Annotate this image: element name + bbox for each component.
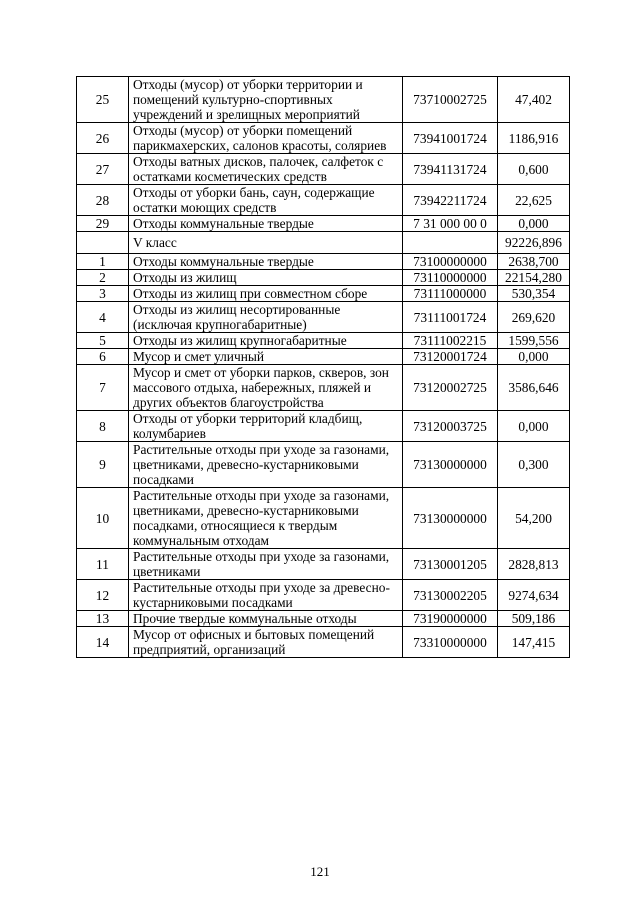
waste-amount: 147,415 <box>498 627 570 658</box>
row-number: 28 <box>77 185 129 216</box>
waste-name: Растительные отходы при уходе за газонами, цветниками, древесно-кустарниковыми посадками <box>129 442 403 488</box>
row-number: 4 <box>77 302 129 333</box>
waste-code: 73130001205 <box>403 549 498 580</box>
row-number: 11 <box>77 549 129 580</box>
waste-code: 73942211724 <box>403 185 498 216</box>
waste-amount: 9274,634 <box>498 580 570 611</box>
row-number: 27 <box>77 154 129 185</box>
waste-name: Отходы коммунальные твердые <box>129 254 403 270</box>
row-number: 1 <box>77 254 129 270</box>
waste-name: Отходы коммунальные твердые <box>129 216 403 232</box>
table-row <box>77 270 570 286</box>
waste-name: Отходы (мусор) от уборки помещений парикмахерских, салонов красоты, соляриев <box>129 123 403 154</box>
waste-code: 73111000000 <box>403 286 498 302</box>
row-number: 3 <box>77 286 129 302</box>
waste-amount: 269,620 <box>498 302 570 333</box>
waste-name: Отходы из жилищ при совместном сборе <box>129 286 403 302</box>
waste-name: Мусор и смет от уборки парков, скверов, зон массового отдыха, набережных, пляжей и других объектов благоустройства <box>129 365 403 411</box>
waste-name: Растительные отходы при уходе за газонами, цветниками, древесно-кустарниковыми посадками, относящиеся к твердым коммунальным отходам <box>129 488 403 549</box>
page-number: 121 <box>310 864 330 879</box>
table-row <box>77 77 570 123</box>
waste-amount: 47,402 <box>498 77 570 123</box>
waste-code: 7 31 000 00 0 <box>403 216 498 232</box>
waste-amount: 0,000 <box>498 411 570 442</box>
waste-amount: 54,200 <box>498 488 570 549</box>
row-number: 6 <box>77 349 129 365</box>
waste-table <box>76 76 570 658</box>
row-number: 25 <box>77 77 129 123</box>
table-row <box>77 365 570 411</box>
waste-amount: 0,000 <box>498 349 570 365</box>
waste-name: Мусор и смет уличный <box>129 349 403 365</box>
table-row <box>77 627 570 658</box>
waste-table-body <box>77 77 570 658</box>
row-number <box>77 232 129 254</box>
waste-code: 73710002725 <box>403 77 498 123</box>
class-total: 92226,896 <box>498 232 570 254</box>
table-row <box>77 488 570 549</box>
waste-code: 73120002725 <box>403 365 498 411</box>
waste-name: Мусор от офисных и бытовых помещений предприятий, организаций <box>129 627 403 658</box>
table-row <box>77 302 570 333</box>
waste-code: 73130000000 <box>403 442 498 488</box>
table-row <box>77 411 570 442</box>
waste-name: Растительные отходы при уходе за газонами, цветниками <box>129 549 403 580</box>
waste-code: 73130000000 <box>403 488 498 549</box>
row-number: 9 <box>77 442 129 488</box>
row-number: 10 <box>77 488 129 549</box>
table-row <box>77 611 570 627</box>
waste-code: 73190000000 <box>403 611 498 627</box>
waste-amount: 0,300 <box>498 442 570 488</box>
table-row <box>77 333 570 349</box>
row-number: 2 <box>77 270 129 286</box>
waste-code: 73941001724 <box>403 123 498 154</box>
waste-name: Прочие твердые коммунальные отходы <box>129 611 403 627</box>
waste-amount: 1599,556 <box>498 333 570 349</box>
waste-code <box>403 232 498 254</box>
row-number: 8 <box>77 411 129 442</box>
table-row <box>77 349 570 365</box>
waste-code: 73120003725 <box>403 411 498 442</box>
row-number: 13 <box>77 611 129 627</box>
waste-code: 73111002215 <box>403 333 498 349</box>
waste-code: 73100000000 <box>403 254 498 270</box>
row-number: 12 <box>77 580 129 611</box>
waste-amount: 2828,813 <box>498 549 570 580</box>
waste-code: 73120001724 <box>403 349 498 365</box>
waste-code: 73941131724 <box>403 154 498 185</box>
waste-code: 73130002205 <box>403 580 498 611</box>
waste-code: 73310000000 <box>403 627 498 658</box>
row-number: 29 <box>77 216 129 232</box>
waste-name: Растительные отходы при уходе за древесно-кустарниковыми посадками <box>129 580 403 611</box>
waste-amount: 530,354 <box>498 286 570 302</box>
table-row <box>77 216 570 232</box>
class-total-row <box>77 232 570 254</box>
row-number: 7 <box>77 365 129 411</box>
waste-name: Отходы от уборки бань, саун, содержащие остатки моющих средств <box>129 185 403 216</box>
table-row <box>77 286 570 302</box>
table-row <box>77 549 570 580</box>
waste-amount: 22,625 <box>498 185 570 216</box>
waste-name: Отходы от уборки территорий кладбищ, колумбариев <box>129 411 403 442</box>
waste-code: 73110000000 <box>403 270 498 286</box>
waste-name: Отходы из жилищ крупногабаритные <box>129 333 403 349</box>
waste-code: 73111001724 <box>403 302 498 333</box>
row-number: 26 <box>77 123 129 154</box>
waste-amount: 509,186 <box>498 611 570 627</box>
table-row <box>77 123 570 154</box>
table-row <box>77 580 570 611</box>
waste-amount: 0,000 <box>498 216 570 232</box>
waste-name: Отходы ватных дисков, палочек, салфеток с остатками косметических средств <box>129 154 403 185</box>
table-row <box>77 154 570 185</box>
waste-amount: 2638,700 <box>498 254 570 270</box>
waste-name: Отходы (мусор) от уборки территории и помещений культурно-спортивных учреждений и зрелищных мероприятий <box>129 77 403 123</box>
table-row <box>77 185 570 216</box>
waste-amount: 22154,280 <box>498 270 570 286</box>
waste-amount: 0,600 <box>498 154 570 185</box>
class-label: V класс <box>129 232 403 254</box>
table-row <box>77 442 570 488</box>
row-number: 5 <box>77 333 129 349</box>
table-row <box>77 254 570 270</box>
waste-amount: 1186,916 <box>498 123 570 154</box>
waste-name: Отходы из жилищ несортированные (исключая крупногабаритные) <box>129 302 403 333</box>
waste-amount: 3586,646 <box>498 365 570 411</box>
waste-name: Отходы из жилищ <box>129 270 403 286</box>
row-number: 14 <box>77 627 129 658</box>
